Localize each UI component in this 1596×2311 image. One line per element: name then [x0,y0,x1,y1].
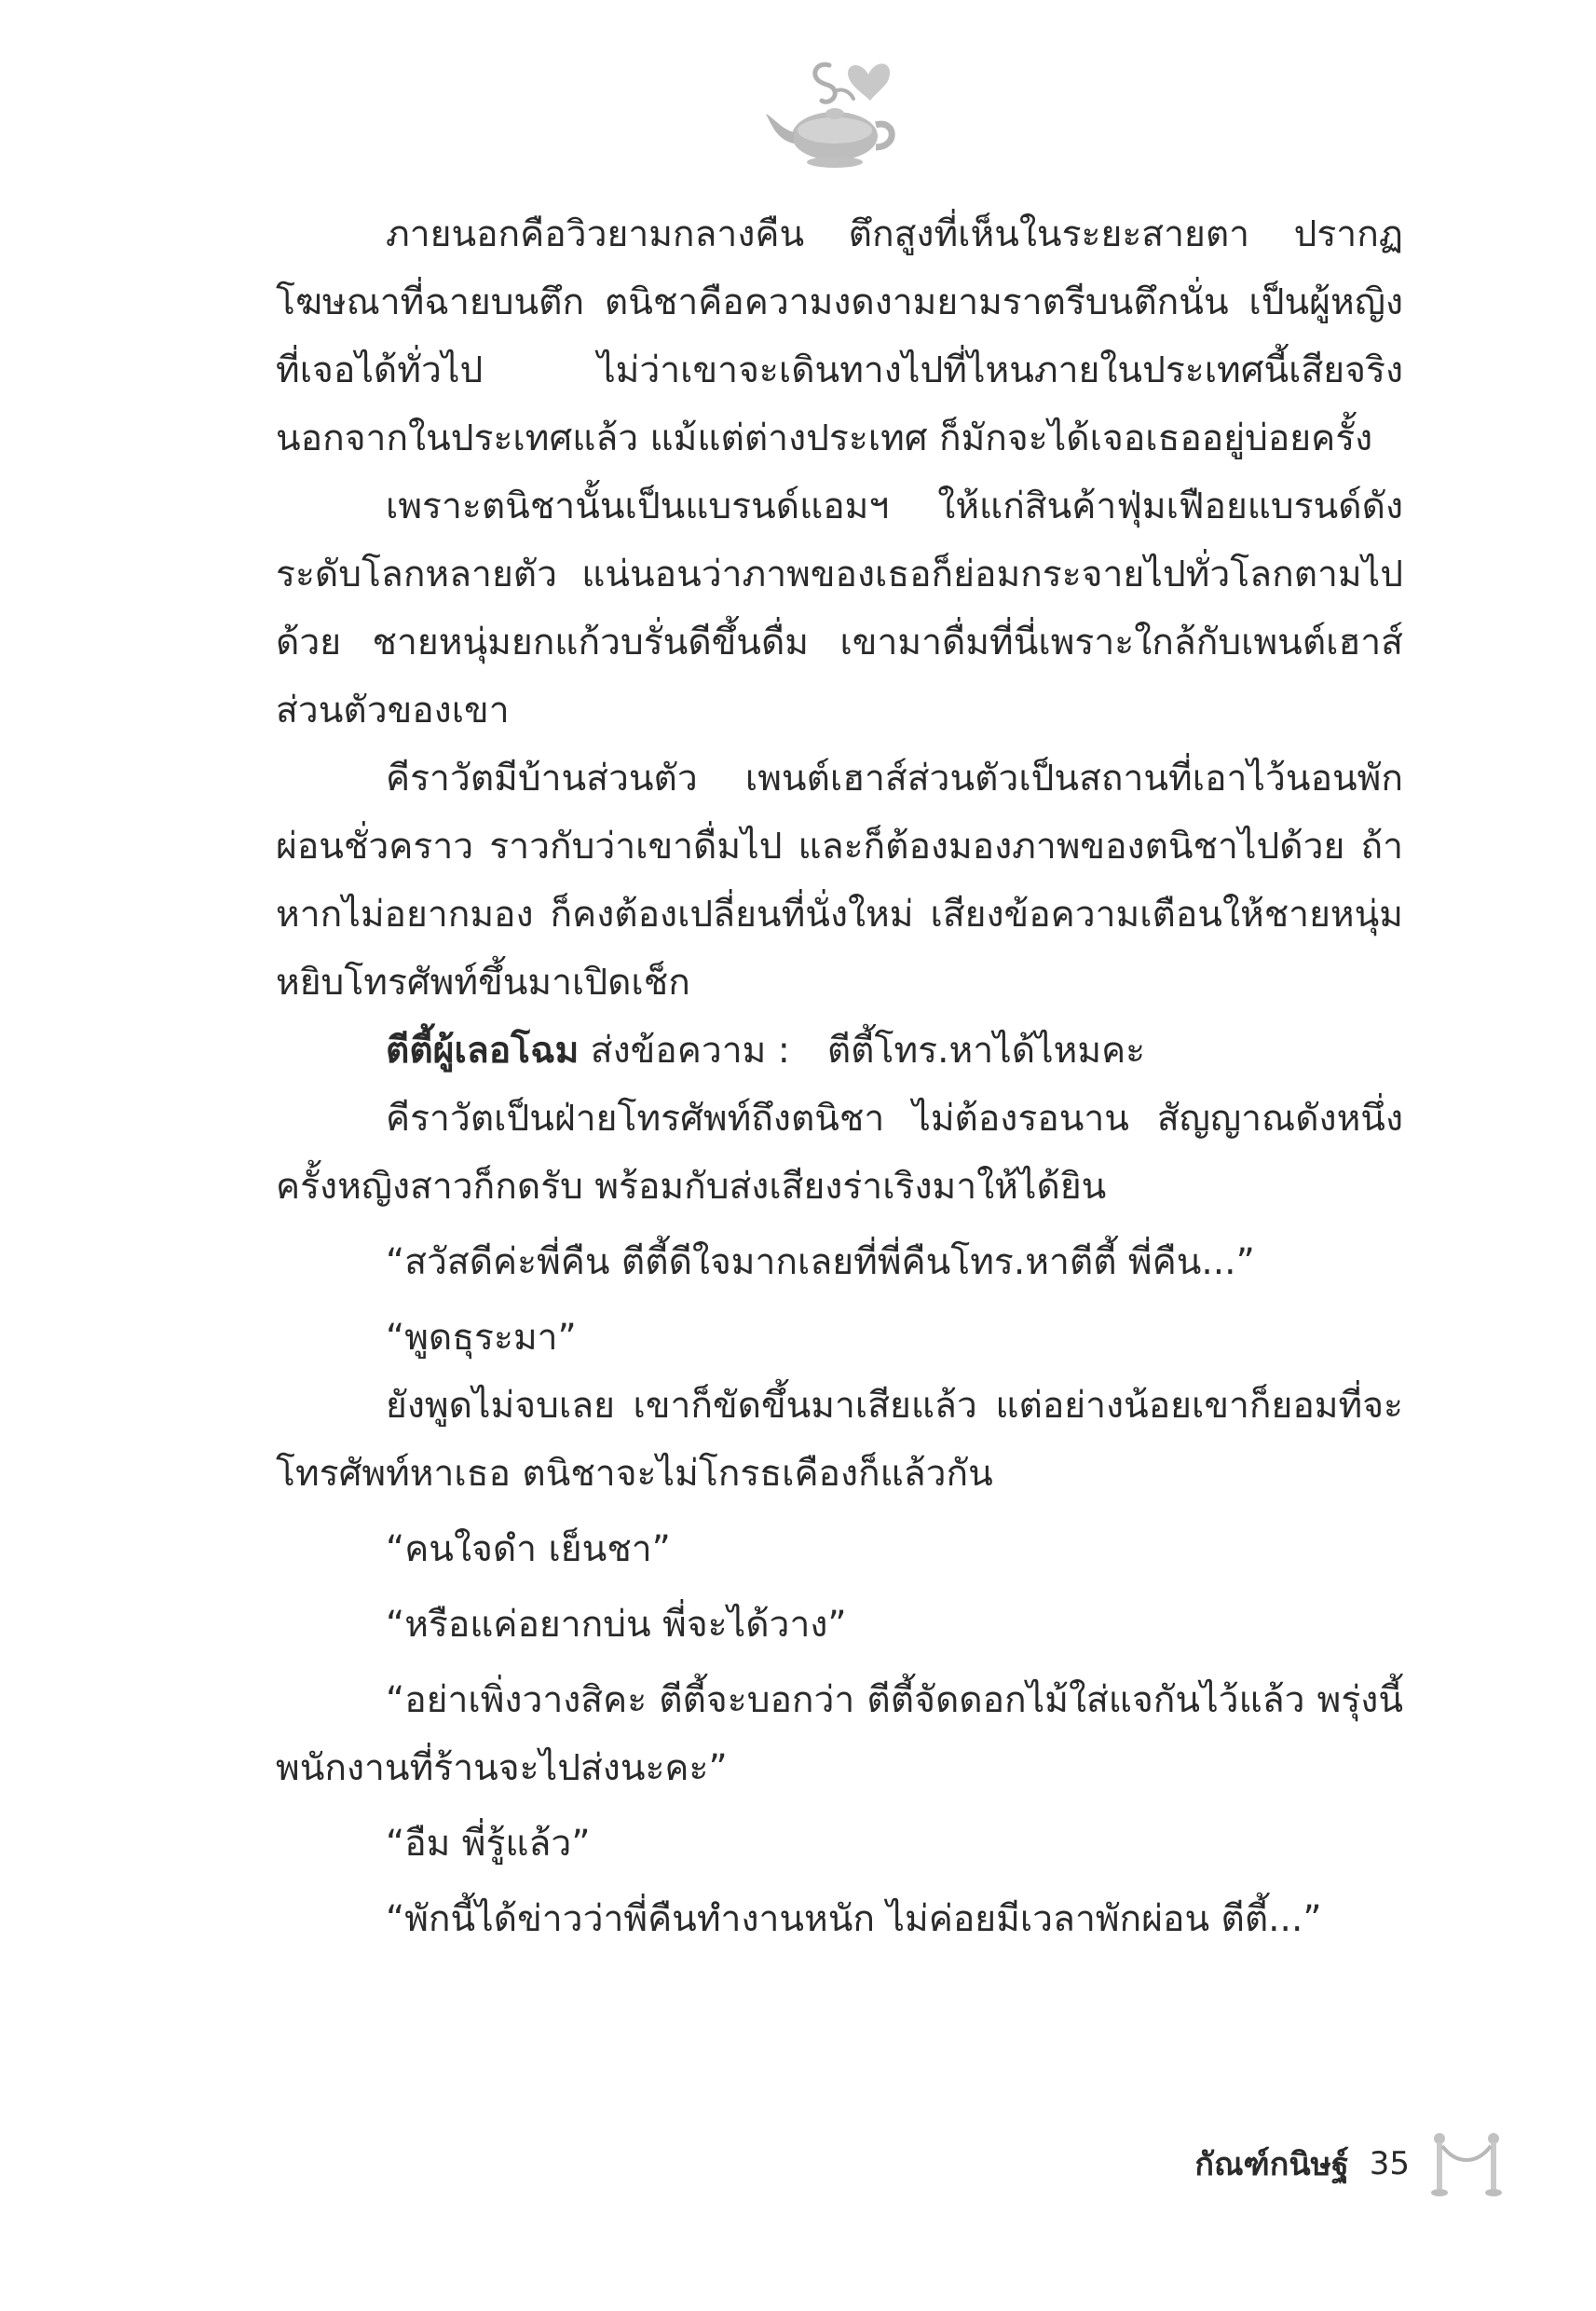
teapot-heart-ornament-icon [757,47,915,177]
message-sender: ตีตี้ผู้เลอโฉม [386,1030,580,1072]
paragraph: เพราะตนิชานั้นเป็นแบรนด์แอมฯ ให้แก่สินค้าฟุ่มเฟือยแบรนด์ดังระดับโลกหลายตัว แน่นอนว่าภาพของเธอก็ย่อมกระจายไปทั่วโลกตามไปด้วย ชายหนุ่มยกแก้วบรั่นดีขึ้นดื่ม เขามาดื่มที่นี่เพราะใกล้กับเพนต์เฮาส์ส่วนตัวของเขา [276,485,1403,732]
dialogue-line: “คนใจดำ เย็นชา” [386,1528,671,1570]
dialogue-line: “อืม พี่รู้แล้ว” [386,1823,591,1865]
paragraph: ภายนอกคือวิวยามกลางคืน ตึกสูงที่เห็นในระยะสายตา ปรากฏโฆษณาที่ฉายบนตึก ตนิชาคือความงดงามยามราตรีบนตึกนั่น เป็นผู้หญิงที่เจอได้ทั่วไป ไม่ว่าเขาจะเดินทางไปที่ไหนภายในประเทศนี้เสียจริง นอกจากในประเทศแล้ว แม้แต่ต่างประเทศ ก็มักจะได้เจอเธออยู่บ่อยครั้ง [276,213,1403,459]
paragraph: ยังพูดไม่จบเลย เขาก็ขัดขึ้นมาเสียแล้ว แต่อย่างน้อยเขาก็ยอมที่จะโทรศัพท์หาเธอ ตนิชาจะไม่โกรธเคืองก็แล้วกัน [276,1385,1403,1495]
dialogue-line: “พักนี้ได้ข่าวว่าพี่คืนทำงานหนัก ไม่ค่อยมีเวลาพักผ่อน ตีตี้...” [386,1898,1322,1940]
book-title: กัณฑ์กนิษฐ์ [1194,2146,1349,2183]
message-line [276,1017,1403,1085]
dialogue-line: “อย่าเพิ่งวางสิคะ ตีตี้จะบอกว่า ตีตี้จัดดอกไม้ใส่แจกันไว้แล้ว พรุ่งนี้พนักงานที่ร้านจะไปส่งนะคะ” [276,1679,1403,1789]
message-content: ตีตี้โทร.หาได้ไหมคะ [826,1030,1146,1072]
page-number: 35 [1369,2145,1410,2182]
rope-barrier-stanchion-icon [1430,2127,1503,2200]
dialogue-line: “พูดธุระมา” [386,1317,577,1359]
body-text [276,200,1403,1953]
dialogue-line: “หรือแค่อยากบ่น พี่จะได้วาง” [386,1604,847,1646]
paragraph: คีราวัตเป็นฝ่ายโทรศัพท์ถึงตนิชา ไม่ต้องรอนาน สัญญาณดังหนึ่งครั้งหญิงสาวก็กดรับ พร้อมกับส่งเสียงร่าเริงมาให้ได้ยิน [276,1098,1403,1208]
page-footer [1194,2126,1503,2201]
message-action: ส่งข้อความ : [590,1030,790,1072]
dialogue-line: “สวัสดีค่ะพี่คืน ตีตี้ดีใจมากเลยที่พี่คืนโทร.หาตีตี้ พี่คืน...” [386,1241,1255,1283]
paragraph: คีราวัตมีบ้านส่วนตัว เพนต์เฮาส์ส่วนตัวเป็นสถานที่เอาไว้นอนพักผ่อนชั่วคราว ราวกับว่าเขาดื่มไป และก็ต้องมองภาพของตนิชาไปด้วย ถ้าหากไม่อยากมอง ก็คงต้องเปลี่ยนที่นั่งใหม่ เสียงข้อความเตือนให้ชายหนุ่มหยิบโทรศัพท์ขึ้นมาเปิดเช็ก [276,758,1403,1004]
